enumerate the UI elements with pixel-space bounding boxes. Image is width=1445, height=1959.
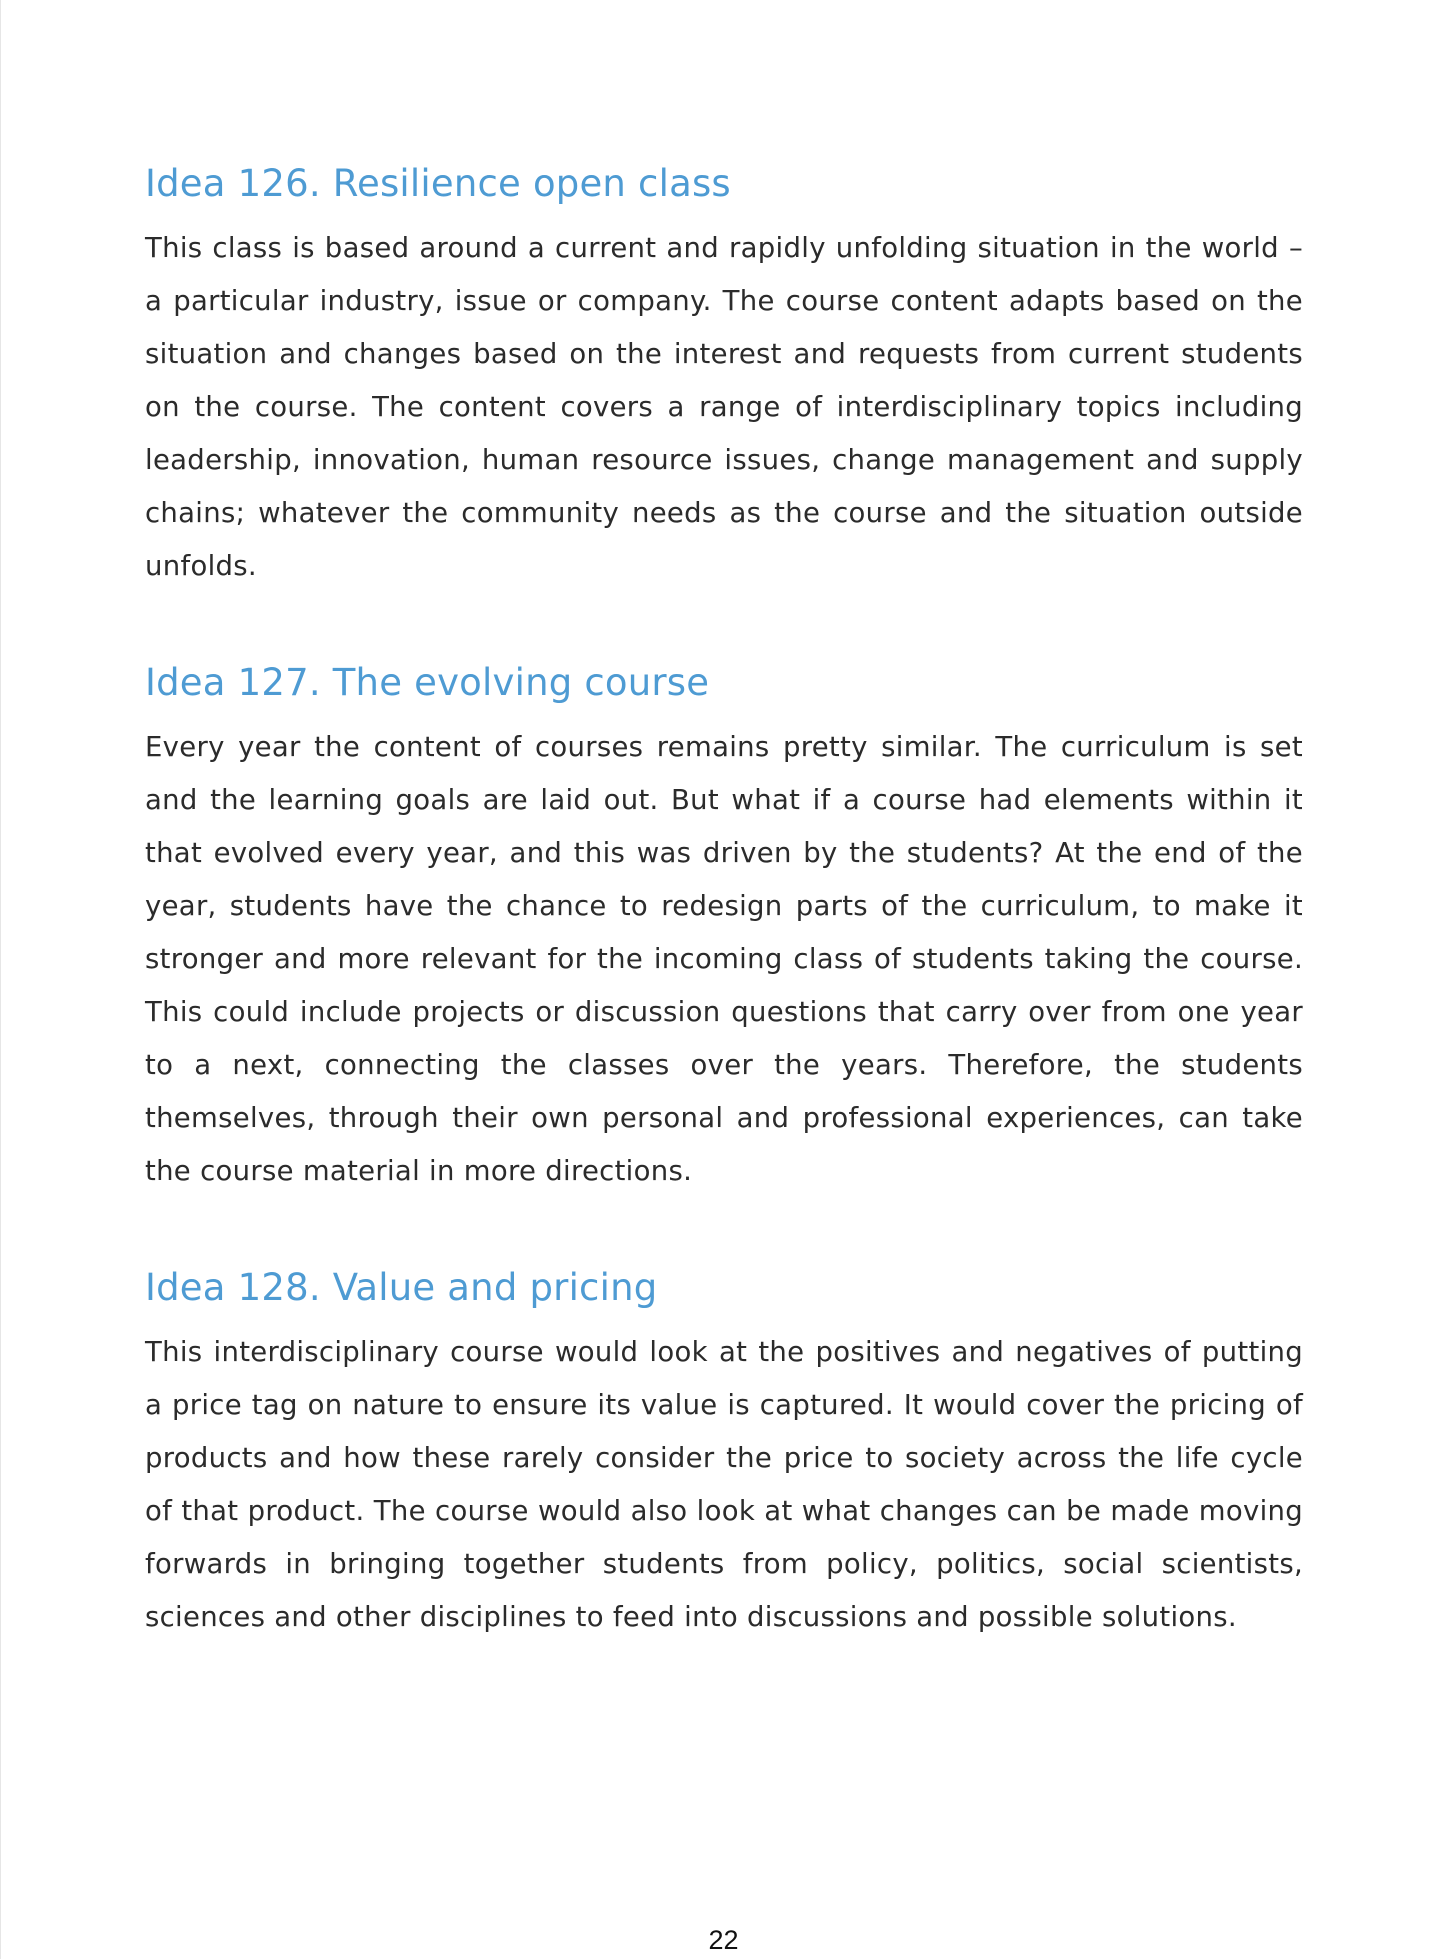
- idea-128-paragraph: This interdisciplinary course would look at the positives and negatives of putting a price tag on nature to ensure its value is captured. It would cover the pricing of products and how these rarely consider the price to society across the life cycle of that product. The course would also look at what changes can be made moving forwards in bringing together students from policy, politics, social scientists, sciences and other disciplines to feed into discussions and possible solutions.: [145, 1336, 1303, 1633]
- idea-127-heading: Idea 127. The evolving course: [145, 661, 710, 704]
- idea-126-section: [145, 152, 1303, 593]
- idea-126-heading: Idea 126. Resilience open class: [145, 162, 731, 205]
- page-content: [145, 152, 1303, 1644]
- idea-128-heading: Idea 128. Value and pricing: [145, 1266, 658, 1309]
- idea-126-paragraph: This class is based around a current and rapidly unfolding situation in the world – a particular industry, issue or company. The course content adapts based on the situation and changes based on the interest and requests from current students on the course. The content covers a range of interdisciplinary topics including leadership, innovation, human resource issues, change management and supply chains; whatever the community needs as the course and the situation outside unfolds.: [145, 232, 1303, 582]
- idea-127-paragraph: Every year the content of courses remains pretty similar. The curriculum is set and the learning goals are laid out. But what if a course had elements within it that evolved every year, and this was driven by the students? At the end of the year, students have the chance to redesign parts of the curriculum, to make it stronger and more relevant for the incoming class of students taking the course. This could include projects or discussion questions that carry over from one year to a next, connecting the classes over the years. Therefore, the students themselves, through their own personal and professional experiences, can take the course material in more directions.: [145, 731, 1303, 1187]
- idea-127-section: [145, 651, 1303, 1198]
- idea-128-section: [145, 1256, 1303, 1644]
- page-number: 22: [708, 1925, 739, 1955]
